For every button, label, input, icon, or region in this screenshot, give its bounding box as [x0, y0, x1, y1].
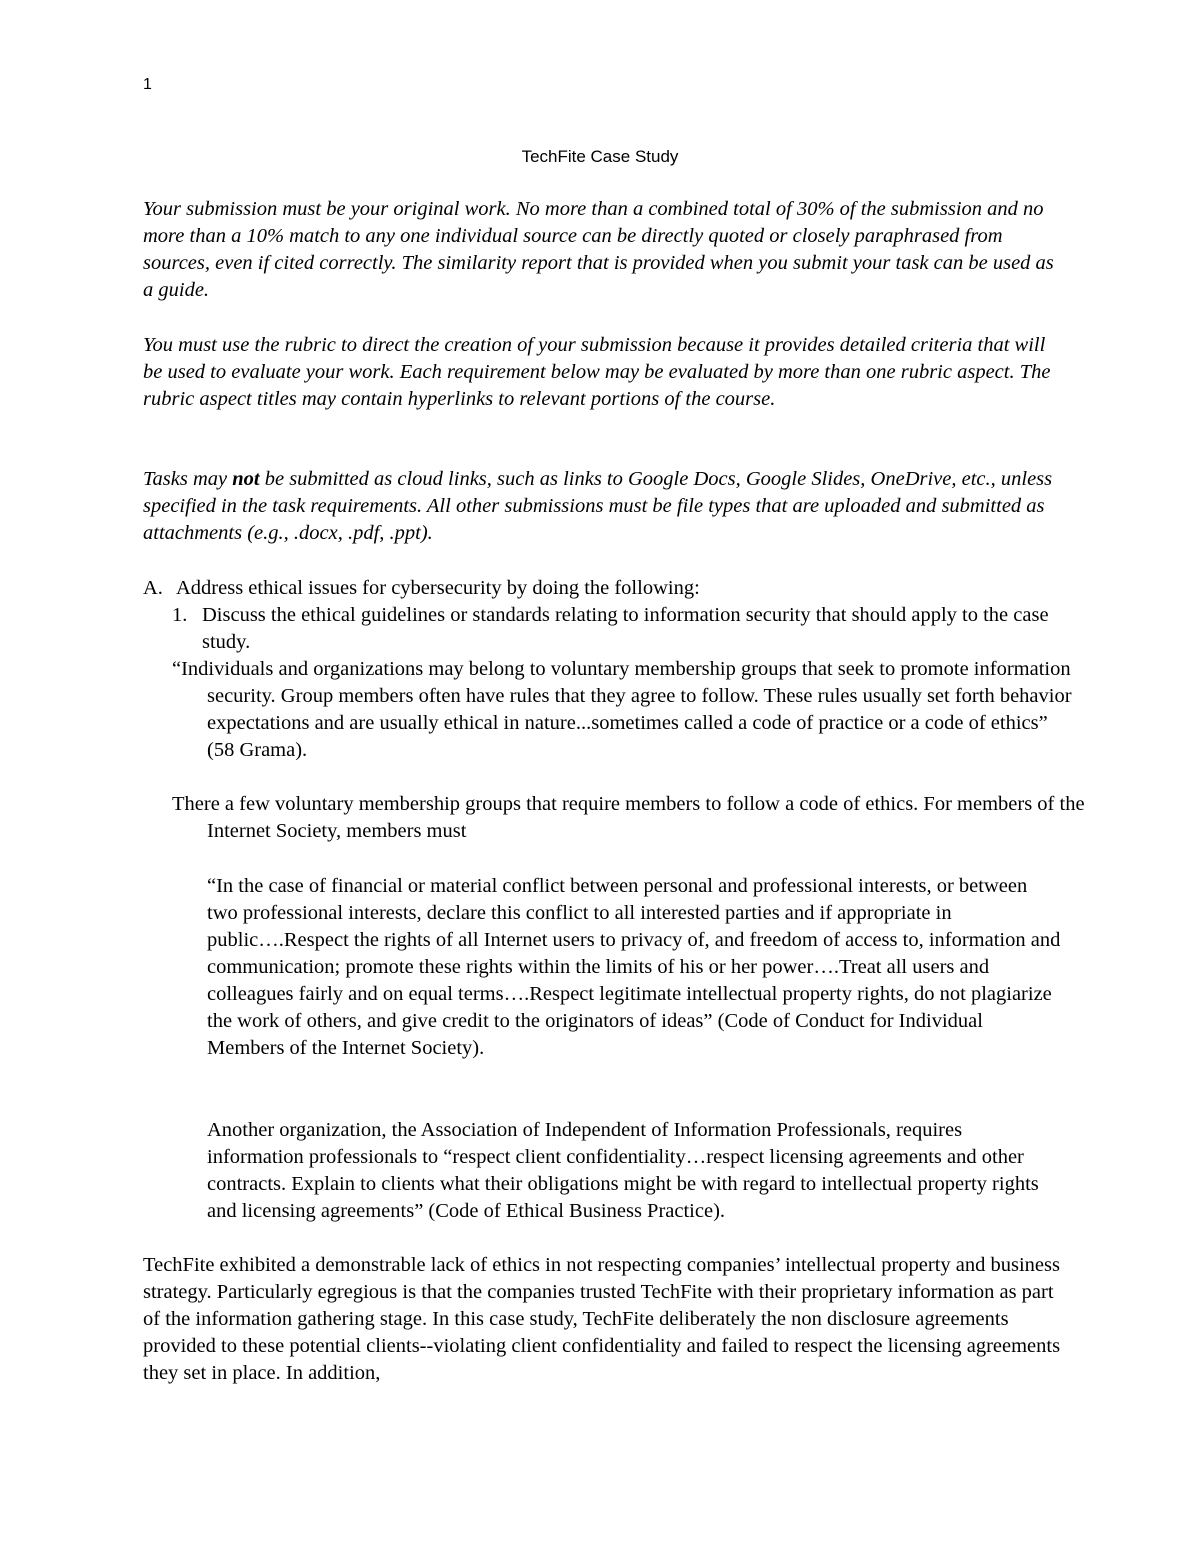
item-1-marker: 1. — [172, 604, 188, 626]
instructions-paragraph-rubric: You must use the rubric to direct the creation of your submission because it provides detailed criteria that will be used to evaluate your work. Each requirement below may be evaluated by more than one rubric aspect. The rubric aspect titles may contain hyperlinks to relevant portions of the course. — [143, 334, 1051, 410]
section-a-heading — [143, 575, 1083, 602]
instructions-paragraph-originality: Your submission must be your original work. No more than a combined total of 30% of the submission and no more than a 10% match to any one individual source can be directly quoted or closely paraphrased from sources, even if cited correctly. The similarity report that is provided when you submit your task can be used as a guide. — [143, 198, 1054, 301]
instructions-paragraph-cloud-links — [143, 466, 1068, 547]
item-1-text: Discuss the ethical guidelines or standards relating to information security that should apply to the case study. — [202, 604, 1049, 653]
cloud-links-emphasis: not — [232, 468, 260, 490]
paragraph-aiip: Another organization, the Association of Independent of Information Professionals, requires information professionals to “respect client confidentiality…respect licensing agreements and other contracts. Explain to clients what their obligations might be with regard to intellectual property rights and licensing agreements” (Code of Ethical Business Practice). — [207, 1119, 1039, 1222]
cloud-links-text-end: be submitted as cloud links, such as links to Google Docs, Google Slides, OneDrive, etc., unless specified in the task requirements. All other submissions must be file types that are uploaded and submitted as attachments (e.g., .docx, .pdf, .ppt). — [143, 468, 1053, 544]
quote-grama: “Individuals and organizations may belong to voluntary membership groups that seek to promote information security. Group members often have rules that they agree to follow. These rules usually set forth behavior expectations and are usually ethical in nature...sometimes called a code of practice or a code of ethics” (58 Grama). — [172, 658, 1072, 761]
page-number: 1 — [143, 76, 152, 93]
paragraph-membership-groups: There a few voluntary membership groups that require members to follow a code of ethics. For members of the Internet Society, members must — [172, 793, 1085, 842]
section-a-marker: A. — [143, 577, 163, 599]
paragraph-techfite-ethics: TechFite exhibited a demonstrable lack of ethics in not respecting companies’ intellectual property and business strategy. Particularly egregious is that the companies trusted TechFite with their proprietary information as part of the information gathering stage. In this case study, TechFite deliberately the non disclosure agreements provided to these potential clients--violating client confidentiality and failed to respect the licensing agreements they set in place. In addition, — [143, 1254, 1061, 1384]
quote-internet-society: “In the case of financial or material conflict between personal and professional interests, or between two professional interests, declare this conflict to all interested parties and if appropriate in public….Respect the rights of all Internet users to privacy of, and freedom of access to, information and communication; promote these rights within the limits of his or her power….Treat all users and colleagues fairly and on equal terms….Respect legitimate intellectual property rights, do not plagiarize the work of others, and give credit to the originators of ideas” (Code of Conduct for Individual Members of the Internet Society). — [207, 875, 1061, 1059]
document-title: TechFite Case Study — [521, 147, 679, 166]
cloud-links-text-start: Tasks may — [143, 468, 233, 490]
section-a-heading-text: Address ethical issues for cybersecurity by doing the following: — [176, 577, 700, 599]
section-a-item-1 — [172, 602, 1052, 656]
